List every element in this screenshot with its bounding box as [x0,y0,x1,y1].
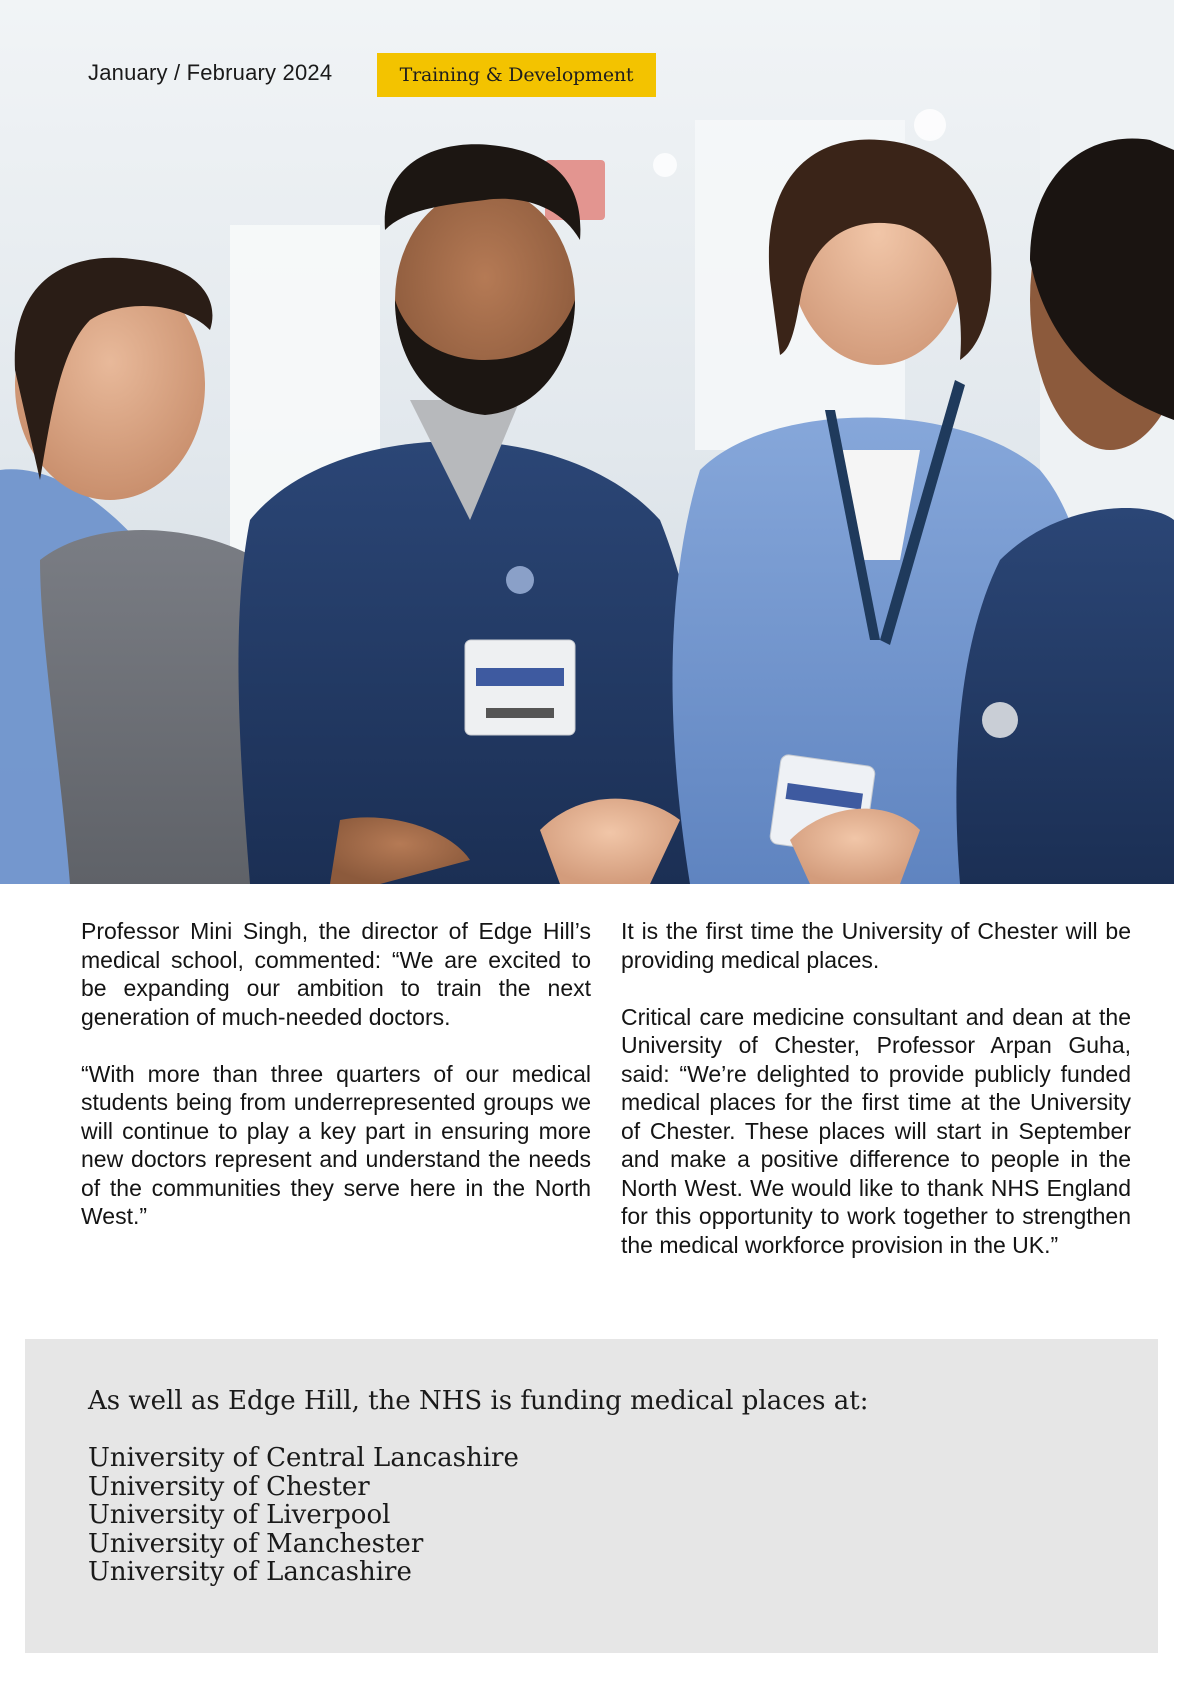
section-tag: Training & Development [377,53,656,97]
list-item: University of Lancashire [88,1557,412,1587]
article-column-right [621,917,1131,1288]
list-item: University of Central Lancashire [88,1443,519,1473]
paragraph: “With more than three quarters of our medical students being from underrepresented groups we will continue to play a key part in ensuring more new doctors represent and understand the needs of the communities they serve here in the North West.” [81,1060,591,1229]
list-item: University of Liverpool [88,1500,391,1530]
paragraph: Professor Mini Singh, the director of Edge Hill’s medical school, commented: “We are excited to be expanding our ambition to train the next generation of much-needed doctors. [81,918,591,1030]
issue-date: January / February 2024 [88,60,333,85]
university-list [88,1444,519,1587]
list-item: University of Chester [88,1471,370,1502]
list-item: University of Manchester [88,1528,424,1559]
funding-callout-box [25,1339,1158,1653]
callout-intro: As well as Edge Hill, the NHS is funding medical places at: [88,1386,869,1416]
paragraph: It is the first time the University of Chester will be providing medical places. [621,918,1131,973]
article-column-left [81,917,591,1259]
paragraph: Critical care medicine consultant and dean at the University of Chester, Professor Arpan Guha, said: “We’re delighted to provide publicly funded medical places for the first time at the University of Chester. These places will start in September and make a positive difference to people in the North West. We would like to thank NHS England for this opportunity to work together to strengthen the medical workforce provision in the UK.” [621,1003,1131,1258]
